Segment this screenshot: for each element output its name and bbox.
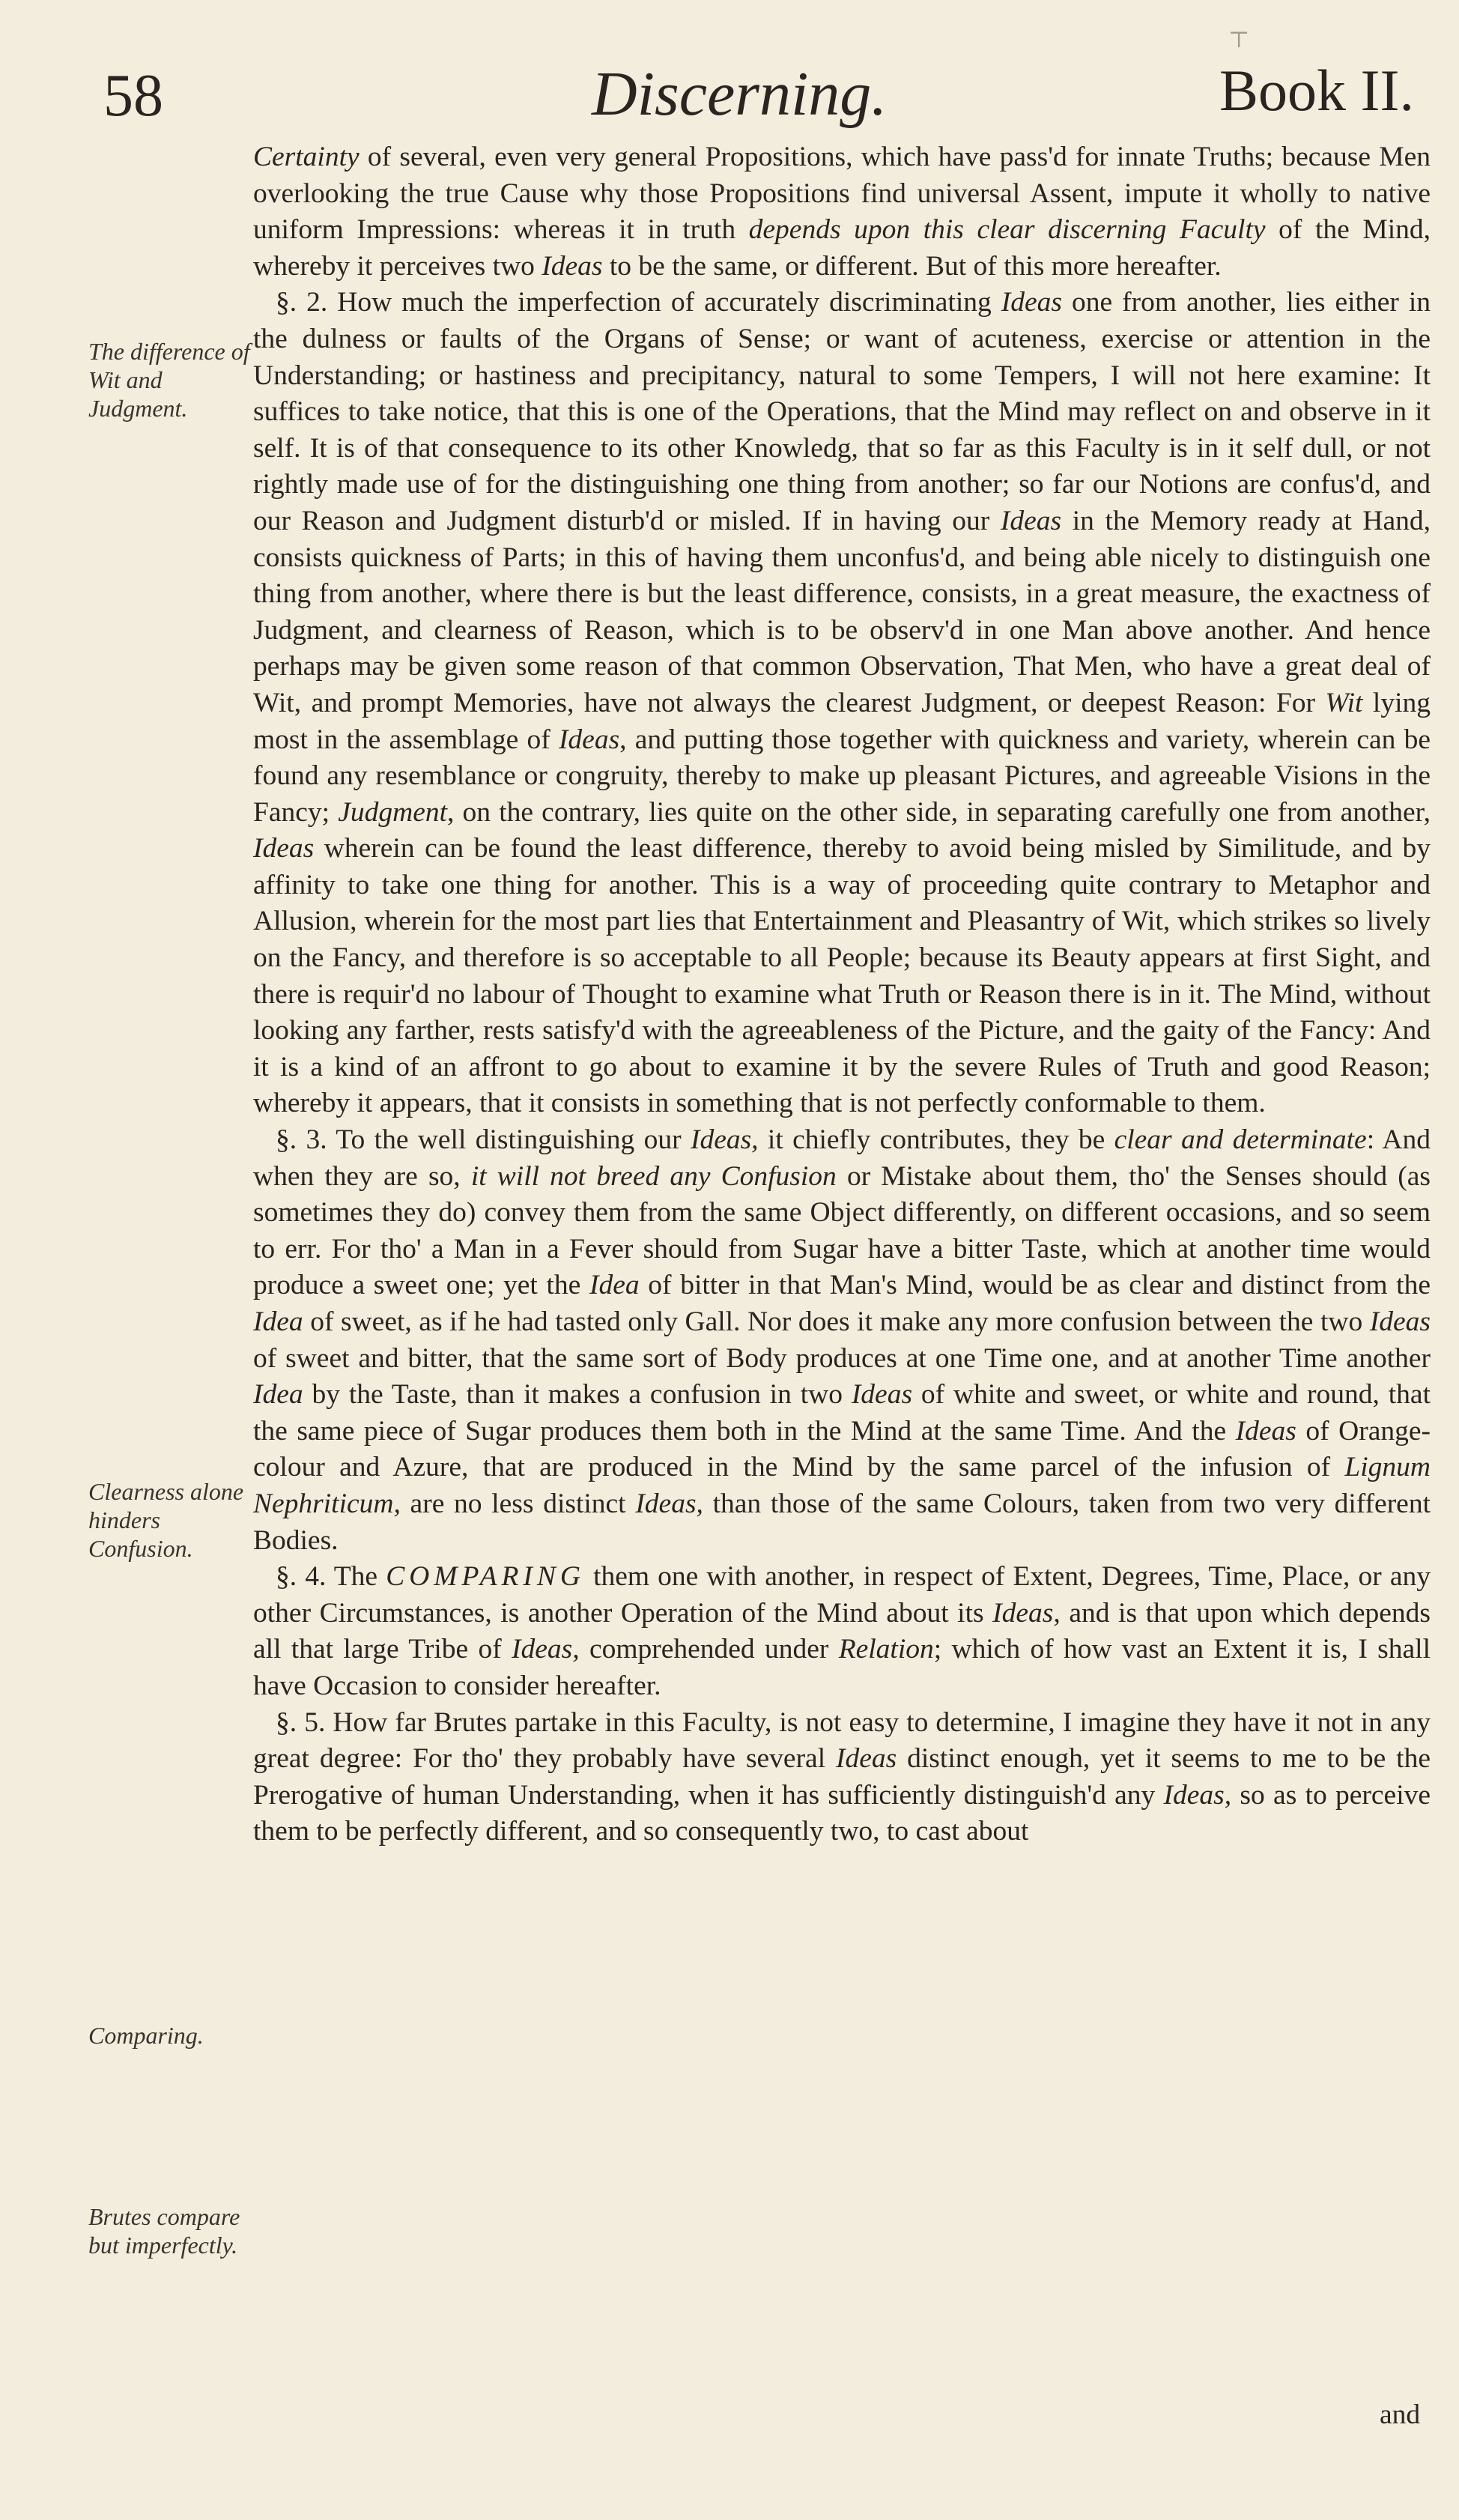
paragraph-section-2: §. 2. How much the imperfection of accurately discriminating Ideas one from another, lies either in the dulness or faults of the Organs of Sense; or want of acuteness, exercise or attention in the Understanding; or hastiness and precipitancy, natural to some Tempers, I will not here examine: It suffices to take notice, that this is one of the Operations, that the Mind may reflect on and observe in it self. It is of that consequence to its other Knowledg, that so far as this Faculty is in it self dull, or not rightly made use of for the distinguishing one thing from another; so far our Notions are confus'd, and our Reason and Judgment disturb'd or misled. If in having our Ideas in the Memory ready at Hand, consists quickness of Parts; in this of having them unconfus'd, and being able nicely to distinguish one thing from another, where there is but the least difference, consists, in a great measure, the exactness of Judgment, and clearness of Reason, which is to be observ'd in one Man above another. And hence perhaps may be given some reason of that common Observation, That Men, who have a great deal of Wit, and prompt Memories, have not always the clearest Judgment, or deepest Reason: For Wit lying most in the assemblage of Ideas, and putting those together with quickness and variety, wherein can be found any resemblance or congruity, thereby to make up pleasant Pictures, and agreeable Visions in the Fancy; Judgment, on the contrary, lies quite on the other side, in separating carefully one from another, Ideas wherein can be found the least difference, thereby to avoid being misled by Similitude, and by affinity to take one thing for another. This is a way of proceeding quite contrary to Metaphor and Allusion, wherein for the most part lies that Entertainment and Pleasantry of Wit, which strikes so lively on the Fancy, and therefore is so acceptable to all People; because its Beauty appears at first Sight, and there is requir'd no labour of Thought to examine what Truth or Reason there is in it. The Mind, without looking any farther, rests satisfy'd with the agreeableness of the Picture, and the gaity of the Fancy: And it is a kind of an affront to go about to examine it by the severe Rules of Truth and good Reason; whereby it appears, that it consists in something that is not perfectly conformable to them. (253, 287, 1431, 1119)
margin-note-comparing: Comparing. (88, 2022, 204, 2049)
paragraph-section-4: §. 4. The COMPARING them one with another, in respect of Extent, Degrees, Time, Place, or any other Circumstances, is another Operation of the Mind about its Ideas, and is that upon which depends all that large Tribe of Ideas, comprehended under Relation; which of how vast an Extent it is, I shall have Occasion to consider hereafter. (253, 1561, 1431, 1701)
printer-mark: ⊤ (1228, 28, 1250, 52)
paragraph-section-3: §. 3. To the well distinguishing our Ideas, it chiefly contributes, they be clear and determinate: And when they are so, it will not breed any Confusion or Mistake about them, tho' the Senses should (as sometimes they do) convey them from the same Object differently, on different occasions, and so seem to err. For tho' a Man in a Fever should from Sugar have a bitter Taste, which at another time would produce a sweet one; yet the Idea of bitter in that Man's Mind, would be as clear and distinct from the Idea of sweet, as if he had tasted only Gall. Nor does it make any more confusion between the two Ideas of sweet and bitter, that the same sort of Body produces at one Time one, and at another Time another Idea by the Taste, than it makes a confusion in two Ideas of white and sweet, or white and round, that the same piece of Sugar produces them both in the Mind at the same Time. And the Ideas of Orange-colour and Azure, that are produced in the Mind by the same parcel of the infusion of Lignum Nephriticum, are no less distinct Ideas, than those of the same Colours, taken from two very different Bodies. (253, 1124, 1431, 1556)
paragraph-section-5: §. 5. How far Brutes partake in this Faculty, is not easy to determine, I imagine they have it not in any great degree: For tho' they probably have several Ideas distinct enough, yet it seems to me to be the Prerogative of human Understanding, when it has sufficiently distinguish'd any Ideas, so as to perceive them to be perfectly different, and so consequently two, to cast about (253, 1706, 1431, 1847)
body-text (253, 139, 1431, 1850)
page-header (0, 0, 1459, 127)
margin-note-clearness: Clearness alone hinders Confusion. (88, 1478, 244, 1562)
page-number: 58 (103, 63, 163, 129)
book-label: Book II. (1219, 58, 1414, 123)
margin-note-brutes: Brutes compare but imperfectly. (88, 2203, 240, 2259)
paragraph-continuation: Certainty of several, even very general Propositions, which have pass'd for innate Truths; because Men overlooking the true Cause why those Propositions find universal Assent, impute it wholly to native uniform Impressions: whereas it in truth depends upon this clear discerning Faculty of the Mind, whereby it perceives two Ideas to be the same, or different. But of this more hereafter. (253, 142, 1431, 282)
running-title: Discerning. (592, 59, 888, 129)
catchword: and (1380, 2399, 1421, 2430)
margin-note-wit-judgment: The difference of Wit and Judgment. (88, 338, 250, 422)
